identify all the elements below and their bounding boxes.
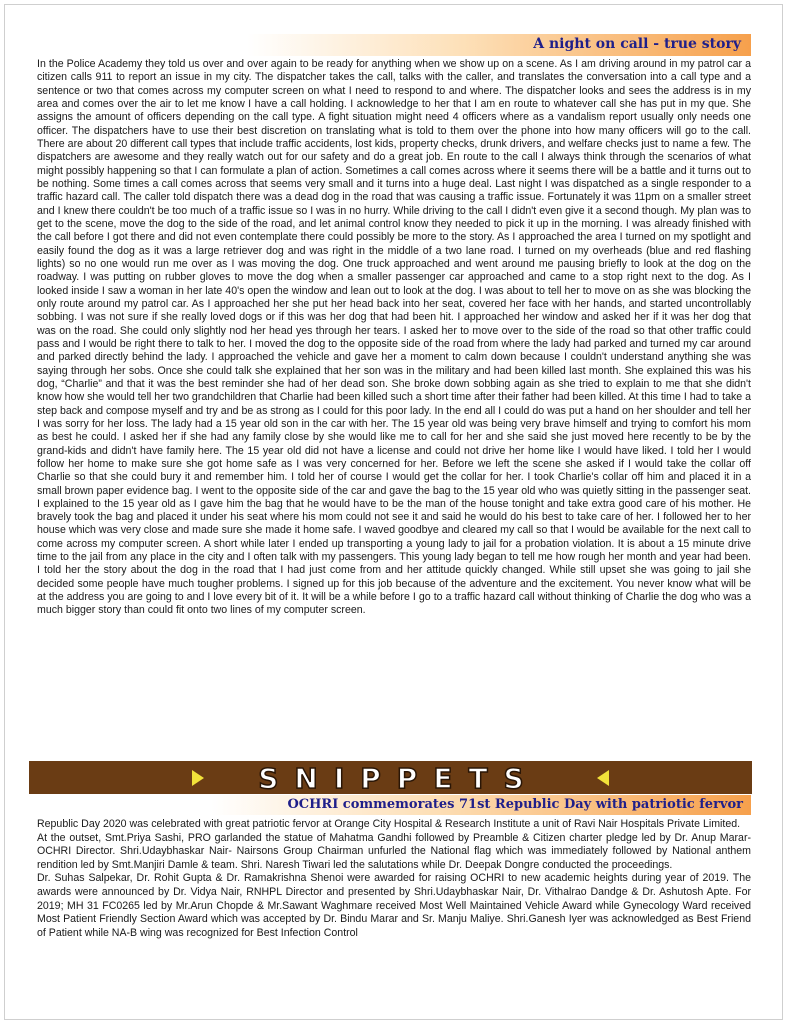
snippets-heading: SNIPPETS bbox=[258, 762, 540, 795]
snippets-banner bbox=[29, 761, 752, 794]
article-title: A night on call - true story bbox=[533, 36, 741, 52]
news-paragraph: At the outset, Smt.Priya Sashi, PRO garlanded the statue of Mahatma Gandhi followed by Preamble & Citizen charter pledge led by Dr. Anup Marar- OCHRI Director. Shri.Udaybhaskar Nair- Nairsons Group Chairman unfurled the National flag which was immediately followed by National anthem rendition led by Smt.Manjiri Damle & team. Shri. Naresh Tiwari led the salutations while Dr. Deepak Dongre conducted the proceedings. bbox=[37, 831, 751, 871]
article-paragraph: In the Police Academy they told us over and over again to be ready for anything when we show up on a scene. As I am driving around in my patrol car a citizen calls 911 to report an issue in my city. The dispatcher takes the call, talks with the caller, and translates the conversation into a call type and a sentence or two that comes across my computer screen on what I need to respond to and where. The dispatcher looks and sees the address is in my area and comes over the air to let me know I have a call holding. I acknowledge to her that I am en route to whatever call she has put in my que. She assigns the amount of officers depending on the call type. A fight situation might need 4 officers where as a vandalism report usually only needs one officer. The dispatchers have to use their best discretion on translating what is told to them over the phone into how many officers will go to the call. There are about 20 different call types that include traffic accidents, lost kids, property checks, drunk drivers, and welfare checks just to name a few. The dispatchers are awesome and they really watch out for our safety and do a great job. En route to the call I always think through the scenarios of what might possibly happening so that I can formulate a plan of action. Sometimes a call comes across where it seems there will be a battle and it turns out to be nothing. Some times a call comes across that seems very small and it turns into a huge deal. Last night I was dispatched as a single responder to a traffic hazard call. The caller told dispatch there was a dead dog in the road that was causing a traffic issue. Fortunately it was 11pm on a smaller street and I knew there couldn't be too much of a traffic issue so I was in no hurry. While driving to the call I didn't even give it a second though. My plan was to get to the scene, move the dog to the side of the road, and let animal control know they needed to pick it up in the morning. I was already finished with the call before I got there and did not even contemplate there could possibly be more to the story. As I approached the area I turned on my spotlight and easily found the dog as it was a large retriever dog and was right in the middle of a two lane road. I turned on my overheads (blue and red flashing lights) so no one would run me over as I was moving the dog. One truck approached and went around me pausing briefly to look at the dog on the roadway. I was putting on rubber gloves to move the dog when a smaller passenger car approached and came to a stop right next to the dog. As I looked inside I saw a woman in her late 40's open the window and lean out to look at the dog. I was about to tell her to move on as she was blocking the only route around my patrol car. As I approached her she put her head back into her seat, covered her face with her hands, and started uncontrollably sobbing. I was not sure if she really loved dogs or if this was her dog that had been hit. I approached her window and asked her if it was her dog that was on the road. She could only slightly nod her head yes through her tears. I asked her to move over to the side of the road so that other traffic could pass and I would be right there to talk to her. I moved the dog to the opposite side of the road from where the lady had parked and turned my car around and parked directly behind the lady. I approached the vehicle and gave her a moment to calm down because I couldn't understand anything she was saying through her sobs. Once she could talk she explained that her son was in the military and had been killed last month. She explained this was his dog, “Charlie” and that it was the best reminder she had of her dead son. She broke down sobbing again as she tried to explain to me that she didn't know how she would tell her two grandchildren that Charlie had been killed such a short time after their father had been killed. At this time I had to take a step back and compose myself and try and be as strong as I could for this poor lady. In the end all I could do was put a hand on her shoulder and tell her I was sorry for her loss. The lady had a 15 year old son in the car with her. The 15 year old was being very brave himself and trying to comfort his mom as best he could. I asked her if she had any family close by she would like me to call for her and she said she just moved here recently to be by the grand-kids and didn't have family here. The 15 year old did not have a license and could not drive her home like I would have liked. I told her I would follow her home to make sure she got home safe as I was very concerned for her. Before we left the scene she asked if I would take the collar off Charlie so that she could bury it and remember him. I told her of course I would get the collar for her. I took Charlie's collar off him and placed it in a small brown paper evidence bag. I went to the opposite side of the car and gave the bag to the 15 year old who was quietly sitting in the passenger seat. I explained to the 15 year old as I gave him the bag that he would have to be the man of the house tonight and take extra good care of his mother. He bravely took the bag and placed it under his seat where his mom could not see it and said he would do his best to take care of her. I followed her to her house which was very close and made sure she made it home safe. I waved goodbye and cleared my call so that I would be available for the next call to come across my computer screen. A short while later I ended up transporting a young lady to jail for a probation violation. It is about a 15 minute drive time to the jail from any place in the city and I often talk with my passengers. This young lady began to tell me how rough her month and year had been. I told her the story about the dog in the road that I had just come from and her attitude quickly changed. While still upset she was going to jail she decided some people have much tougher problems. I signed up for this job because of the adventure and the excitement. You never know what will be at the address you are going to and I love every bit of it. It will be a while before I go to a traffic hazard call without thinking of Charlie the dog who was a much bigger story than could fit onto two lines of my computer screen. bbox=[37, 58, 751, 617]
news-title-bar bbox=[31, 795, 751, 815]
news-body bbox=[37, 818, 751, 940]
article-body bbox=[37, 58, 751, 618]
news-paragraph: Dr. Suhas Salpekar, Dr. Rohit Gupta & Dr. Ramakrishna Shenoi were awarded for raising OCHRI to new academic heights during year of 2019. The awards were announced by Dr. Vidya Nair, RNHPL Director and presented by Shri.Udaybhaskar Nair, Dr. Vithalrao Dandge & Dr. Ashutosh Apte. For 2019; MH 31 FC0265 led by Mr.Arun Chopde & Mr.Sawant Waghmare received Most Well Maintained Vehicle Award while Gynecology Ward received Most Patient Friendly Section Award which was accepted by Dr. Bindu Marar and Sr. Manju Maliye. Shri.Ganesh Iyer was acknowledged as Best Friend of Patient while NA-B wing was recognized for Best Infection Control bbox=[37, 872, 751, 939]
arrow-left-icon bbox=[597, 770, 609, 786]
news-paragraph: Republic Day 2020 was celebrated with great patriotic fervor at Orange City Hospital & Research Institute a unit of Ravi Nair Hospitals Private Limited. bbox=[37, 818, 741, 830]
arrow-right-icon bbox=[192, 770, 204, 786]
news-title: OCHRI commemorates 71st Republic Day with patriotic fervor bbox=[287, 797, 743, 812]
article-title-bar bbox=[31, 34, 751, 56]
